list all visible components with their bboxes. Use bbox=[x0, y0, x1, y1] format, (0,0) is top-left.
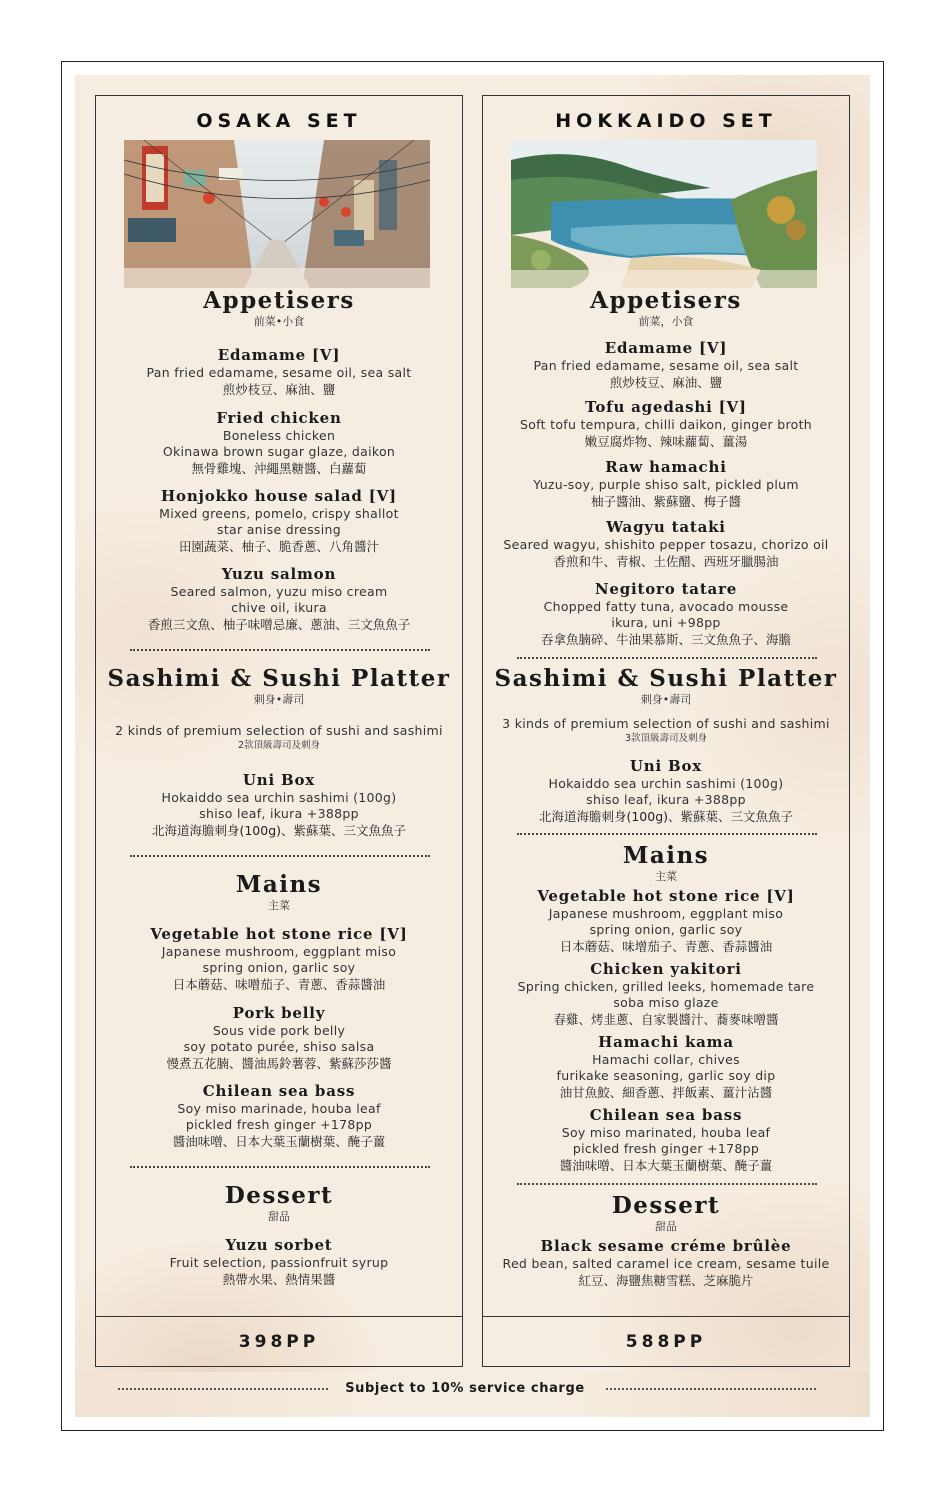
dish-description: Hokaiddo sea urchin sashimi (100g) bbox=[548, 776, 784, 791]
dish-name: Chilean sea bass bbox=[589, 1106, 743, 1124]
section-title: Appetisers bbox=[590, 287, 742, 314]
osaka-sashimi-section bbox=[96, 665, 462, 708]
footer-dotted-line bbox=[118, 1388, 328, 1390]
dish-name-cn: 香煎三文魚、柚子味噌忌廉、蔥油、三文魚魚子 bbox=[147, 617, 411, 632]
dish-description: Hamachi collar, chives bbox=[592, 1052, 740, 1067]
menu-item bbox=[483, 1033, 849, 1101]
dish-name: Uni Box bbox=[242, 771, 316, 789]
dish-name: Edamame [V] bbox=[217, 346, 341, 364]
dish-description: Fruit selection, passionfruit syrup bbox=[169, 1255, 389, 1270]
set-title: OSAKA SET bbox=[196, 110, 362, 132]
dish-name: Chicken yakitori bbox=[590, 960, 742, 978]
intro-text: 3 kinds of premium selection of sushi and sashimi bbox=[502, 716, 830, 731]
menu-item bbox=[96, 925, 462, 993]
dish-description: Japanese mushroom, eggplant miso bbox=[548, 906, 784, 921]
hokkaido-mains-section bbox=[483, 842, 849, 885]
menu-item bbox=[483, 398, 849, 450]
service-charge-note: Subject to 10% service charge bbox=[345, 1381, 585, 1396]
dish-name-cn: 北海道海膽刺身(100g)、紫蘇葉、三文魚魚子 bbox=[151, 823, 407, 838]
menu-item bbox=[483, 339, 849, 391]
set-price: 588PP bbox=[625, 1332, 707, 1352]
dish-name-cn: 日本蘑菇、味增茄子、青蔥、香蒜醬油 bbox=[559, 939, 773, 954]
dish-name-cn: 醬油味噌、日本大葉玉蘭樹葉、醃子薑 bbox=[559, 1158, 773, 1173]
price-divider bbox=[483, 1316, 849, 1317]
dish-name-cn: 慢煮五花腩、醬油馬鈴薯蓉、紫蘇莎莎醬 bbox=[166, 1056, 392, 1071]
section-title-cn: 刺身•壽司 bbox=[253, 693, 305, 706]
dotted-divider bbox=[517, 657, 817, 659]
dish-description: Okinawa brown sugar glaze, daikon bbox=[162, 444, 396, 459]
menu-item bbox=[96, 1004, 462, 1072]
dish-name-cn: 吞拿魚腩碎、牛油果慕斯、三文魚魚子、海膽 bbox=[540, 632, 791, 647]
intro-text-cn: 2款頂級壽司及刺身 bbox=[237, 740, 321, 751]
dish-name-cn: 香煎和牛、青椒、土佐醋、西班牙臘腸油 bbox=[553, 554, 779, 569]
intro-text-cn: 3款頂級壽司及刺身 bbox=[624, 733, 708, 744]
dish-description: Pan fried edamame, sesame oil, sea salt bbox=[533, 358, 799, 373]
dish-description: Soy miso marinade, houba leaf bbox=[177, 1101, 381, 1116]
dish-name: Raw hamachi bbox=[605, 458, 727, 476]
hokkaido-dessert-section bbox=[483, 1192, 849, 1235]
section-title: Mains bbox=[235, 871, 323, 898]
dish-description: Japanese mushroom, eggplant miso bbox=[161, 944, 397, 959]
section-title: Dessert bbox=[224, 1182, 334, 1209]
dish-name-cn: 日本蘑菇、味噌茄子、青蔥、香蒜醬油 bbox=[172, 977, 386, 992]
dish-name: Black sesame créme brûlèe bbox=[540, 1237, 792, 1255]
dish-description: spring onion, garlic soy bbox=[202, 960, 356, 975]
dotted-divider bbox=[130, 855, 430, 857]
dish-description: furikake seasoning, garlic soy dip bbox=[556, 1068, 776, 1083]
dish-description: Soy miso marinated, houba leaf bbox=[561, 1125, 771, 1140]
dish-description: Spring chicken, grilled leeks, homemade tare bbox=[517, 979, 815, 994]
dish-description: Sous vide pork belly bbox=[212, 1023, 346, 1038]
dish-name: Fried chicken bbox=[216, 409, 342, 427]
dish-description: spring onion, garlic soy bbox=[589, 922, 743, 937]
dish-name-cn: 紅豆、海鹽焦糖雪糕、芝麻脆片 bbox=[578, 1273, 754, 1288]
menu-item bbox=[483, 458, 849, 510]
dish-description: Boneless chicken bbox=[222, 428, 336, 443]
dish-description: Soft tofu tempura, chilli daikon, ginger broth bbox=[519, 417, 813, 432]
dish-description: ikura, uni +98pp bbox=[611, 615, 721, 630]
osaka-set-panel bbox=[95, 95, 463, 1367]
dish-name: Tofu agedashi [V] bbox=[585, 398, 747, 416]
dish-name: Yuzu salmon bbox=[221, 565, 337, 583]
dish-description: Red bean, salted caramel ice cream, sesame tuile bbox=[502, 1256, 830, 1271]
dish-description: shiso leaf, ikura +388pp bbox=[586, 792, 746, 807]
dish-name: Uni Box bbox=[629, 757, 703, 775]
set-title: HOKKAIDO SET bbox=[555, 110, 777, 132]
menu-item bbox=[483, 887, 849, 955]
price-divider bbox=[96, 1316, 462, 1317]
dish-name-cn: 嫩豆腐炸物、辣味蘿蔔、薑湯 bbox=[584, 434, 748, 449]
dish-description: soba miso glaze bbox=[613, 995, 719, 1010]
dish-name: Pork belly bbox=[232, 1004, 326, 1022]
dish-name-cn: 煎炒枝豆、麻油、鹽 bbox=[222, 382, 336, 397]
dish-description: pickled fresh ginger +178pp bbox=[572, 1141, 760, 1156]
dish-description: star anise dressing bbox=[217, 522, 341, 537]
section-title-cn: 甜品 bbox=[268, 1210, 290, 1223]
set-price: 398PP bbox=[238, 1332, 320, 1352]
dish-name: Wagyu tataki bbox=[606, 518, 726, 536]
dish-description: soy potato purée, shiso salsa bbox=[183, 1039, 375, 1054]
footer-dotted-line bbox=[606, 1388, 816, 1390]
section-title: Sashimi & Sushi Platter bbox=[494, 665, 838, 692]
dish-name-cn: 北海道海膽刺身(100g)、紫蘇葉、三文魚魚子 bbox=[538, 809, 794, 824]
menu-item bbox=[483, 757, 849, 825]
dotted-divider bbox=[517, 833, 817, 835]
menu-item bbox=[96, 1082, 462, 1150]
section-title-cn: 前菜，小食 bbox=[638, 315, 694, 328]
dish-name-cn: 油甘魚鮫、細香蔥、拌飯素、薑汁沾醬 bbox=[559, 1085, 773, 1100]
hokkaido-coast-illustration bbox=[511, 140, 817, 288]
dish-name: Negitoro tatare bbox=[594, 580, 738, 598]
osaka-appetisers-section bbox=[96, 287, 462, 330]
menu-item bbox=[96, 346, 462, 398]
osaka-mains-section bbox=[96, 871, 462, 914]
section-title-cn: 甜品 bbox=[655, 1220, 677, 1233]
menu-item bbox=[96, 771, 462, 839]
menu-item bbox=[483, 1237, 849, 1289]
dotted-divider bbox=[130, 1166, 430, 1168]
dish-description: chive oil, ikura bbox=[231, 600, 327, 615]
dish-description: Seared wagyu, shishito pepper tosazu, chorizo oil bbox=[503, 537, 829, 552]
dish-description: Pan fried edamame, sesame oil, sea salt bbox=[146, 365, 412, 380]
hokkaido-appetisers-section bbox=[483, 287, 849, 330]
dish-description: pickled fresh ginger +178pp bbox=[185, 1117, 373, 1132]
intro-text: 2 kinds of premium selection of sushi and sashimi bbox=[115, 723, 443, 738]
section-title-cn: 主菜 bbox=[655, 870, 677, 883]
osaka-dessert-section bbox=[96, 1182, 462, 1225]
section-title: Mains bbox=[622, 842, 710, 869]
dish-name: Yuzu sorbet bbox=[225, 1236, 333, 1254]
menu-item bbox=[483, 580, 849, 648]
dish-name-cn: 熱帶水果、熱情果醬 bbox=[222, 1272, 336, 1287]
menu-item bbox=[96, 487, 462, 555]
section-title-cn: 刺身•壽司 bbox=[640, 693, 692, 706]
section-intro bbox=[483, 716, 849, 746]
menu-item bbox=[483, 518, 849, 570]
dish-name: Vegetable hot stone rice [V] bbox=[150, 925, 408, 943]
dish-name: Hamachi kama bbox=[598, 1033, 734, 1051]
menu-item bbox=[483, 1106, 849, 1174]
menu-item bbox=[96, 409, 462, 477]
dish-name-cn: 煎炒枝豆、麻油、鹽 bbox=[609, 375, 723, 390]
dish-name: Edamame [V] bbox=[604, 339, 728, 357]
dish-description: Seared salmon, yuzu miso cream bbox=[170, 584, 388, 599]
section-title: Sashimi & Sushi Platter bbox=[107, 665, 451, 692]
dish-name: Honjokko house salad [V] bbox=[161, 487, 397, 505]
section-intro bbox=[96, 723, 462, 753]
dish-description: Mixed greens, pomelo, crispy shallot bbox=[159, 506, 399, 521]
dish-description: Yuzu-soy, purple shiso salt, pickled plum bbox=[533, 477, 799, 492]
section-title: Dessert bbox=[611, 1192, 721, 1219]
dish-description: Chopped fatty tuna, avocado mousse bbox=[543, 599, 789, 614]
dish-name: Chilean sea bass bbox=[202, 1082, 356, 1100]
dish-name-cn: 醬油味噌、日本大葉玉蘭樹葉、醃子薑 bbox=[172, 1134, 386, 1149]
dish-name-cn: 柚子醬油、紫蘇鹽、梅子醬 bbox=[590, 494, 741, 509]
dish-description: shiso leaf, ikura +388pp bbox=[199, 806, 359, 821]
menu-item bbox=[96, 565, 462, 633]
dotted-divider bbox=[130, 649, 430, 651]
menu-item bbox=[96, 1236, 462, 1288]
section-title-cn: 主菜 bbox=[268, 899, 290, 912]
dotted-divider bbox=[517, 1183, 817, 1185]
dish-name-cn: 春雞、烤韭蔥、自家製醬汁、蕎麥味噌醬 bbox=[553, 1012, 779, 1027]
dish-description: Hokaiddo sea urchin sashimi (100g) bbox=[161, 790, 397, 805]
section-title: Appetisers bbox=[203, 287, 355, 314]
dish-name-cn: 田園蔬菜、柚子、脆香蔥、八角醬汁 bbox=[178, 539, 379, 554]
osaka-street-illustration bbox=[124, 140, 430, 288]
hokkaido-sashimi-section bbox=[483, 665, 849, 708]
dish-name-cn: 無骨雞塊、沖繩黑糖醬、白蘿蔔 bbox=[191, 461, 367, 476]
dish-name: Vegetable hot stone rice [V] bbox=[537, 887, 795, 905]
section-title-cn: 前菜•小食 bbox=[253, 315, 305, 328]
hokkaido-set-panel bbox=[482, 95, 850, 1367]
menu-item bbox=[483, 960, 849, 1028]
